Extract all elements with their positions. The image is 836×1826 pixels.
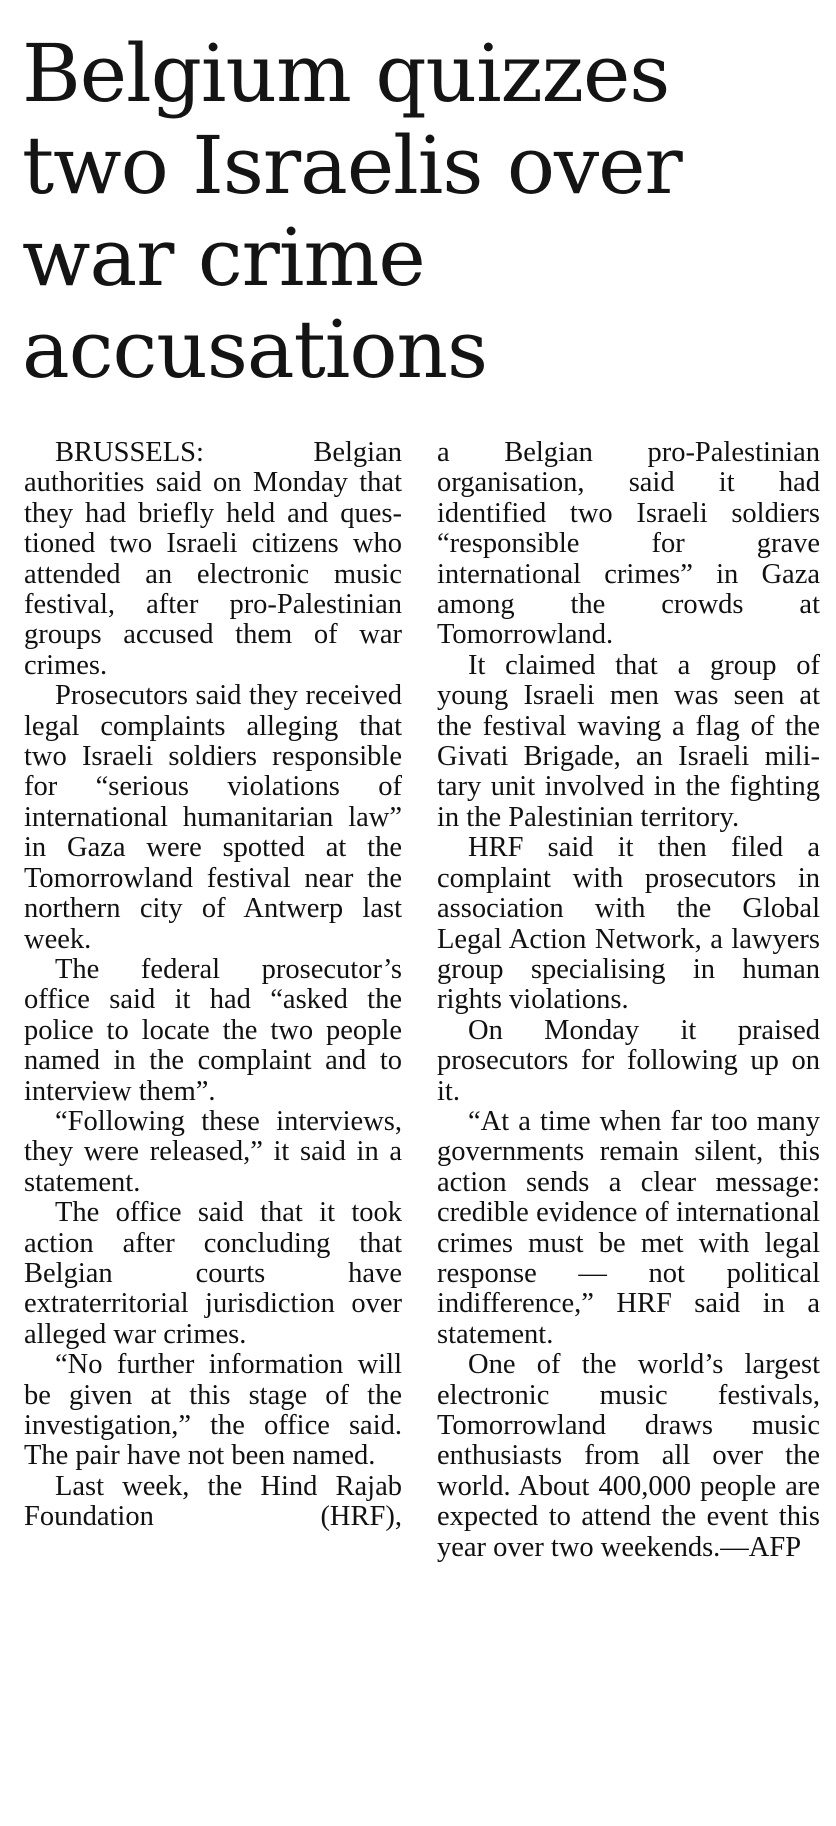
paragraph: BRUSSELS: Belgian authorities said on Monday that they had briefly held and questioned two Israeli citizens who attended an electronic music festival, after pro-Palestinian groups accused them of war crimes. (24, 437, 402, 681)
paragraph: “Following these interviews, they were released,” it said in a statement. (24, 1105, 402, 1198)
paragraph-continued: a Belgian pro-Palestinian organisation, said it had identified two Israeli soldiers “responsible for grave international crimes” in Gaza among the crowds at Tomorrowland. (437, 437, 820, 651)
paragraph: Prosecutors said they received legal complaints alleging that two Israeli soldiers responsible for “serious violations of international humanitarian law” in Gaza were spotted at the Tomorrowland festival near the northern city of Antwerp last week. (24, 680, 402, 955)
headline (22, 28, 822, 396)
paragraph: The federal prosecutor’s office said it had “asked the police to locate the two people named in the complaint and to interview them”. (24, 953, 402, 1107)
paragraph: One of the world’s largest electronic music festivals, Tomorrowland draws music enthusiasts from all over the world. About 400,000 people are expected to attend the event this year over two weekends.—AFP (437, 1349, 820, 1563)
article-column-left (24, 438, 402, 1533)
paragraph: On Monday it praised prosecutors for following up on it. (437, 1014, 820, 1107)
paragraph: The office said that it took action after concluding that Belgian courts have extraterritorial jurisdiction over alleged war crimes. (24, 1197, 402, 1350)
paragraph: HRF said it then filed a complaint with prosecutors in association with the Global Legal Action Network, a lawyers group specialising in human rights violations. (437, 832, 820, 1016)
paragraph: Last week, the Hind Rajab Foundation (HRF), (24, 1470, 402, 1533)
paragraph: It claimed that a group of young Israeli men was seen at the festival waving a flag of the Givati Brigade, an Israeli military unit involved in the fighting in the Palestinian territory. (437, 649, 820, 833)
article-column-right (437, 438, 820, 1563)
headline-line: accusations (22, 303, 488, 396)
paragraph: “No further information will be given at this stage of the investigation,” the office said. The pair have not been named. (24, 1349, 402, 1472)
headline-line: Belgium quizzes (22, 27, 670, 120)
headline-line: two Israelis over (22, 119, 682, 212)
paragraph: “At a time when far too many governments remain silent, this action sends a clear message: credible evidence of international crimes must be met with legal response — not political indifference,” HRF said in a statement. (437, 1105, 820, 1350)
headline-line: war crime (22, 211, 425, 304)
